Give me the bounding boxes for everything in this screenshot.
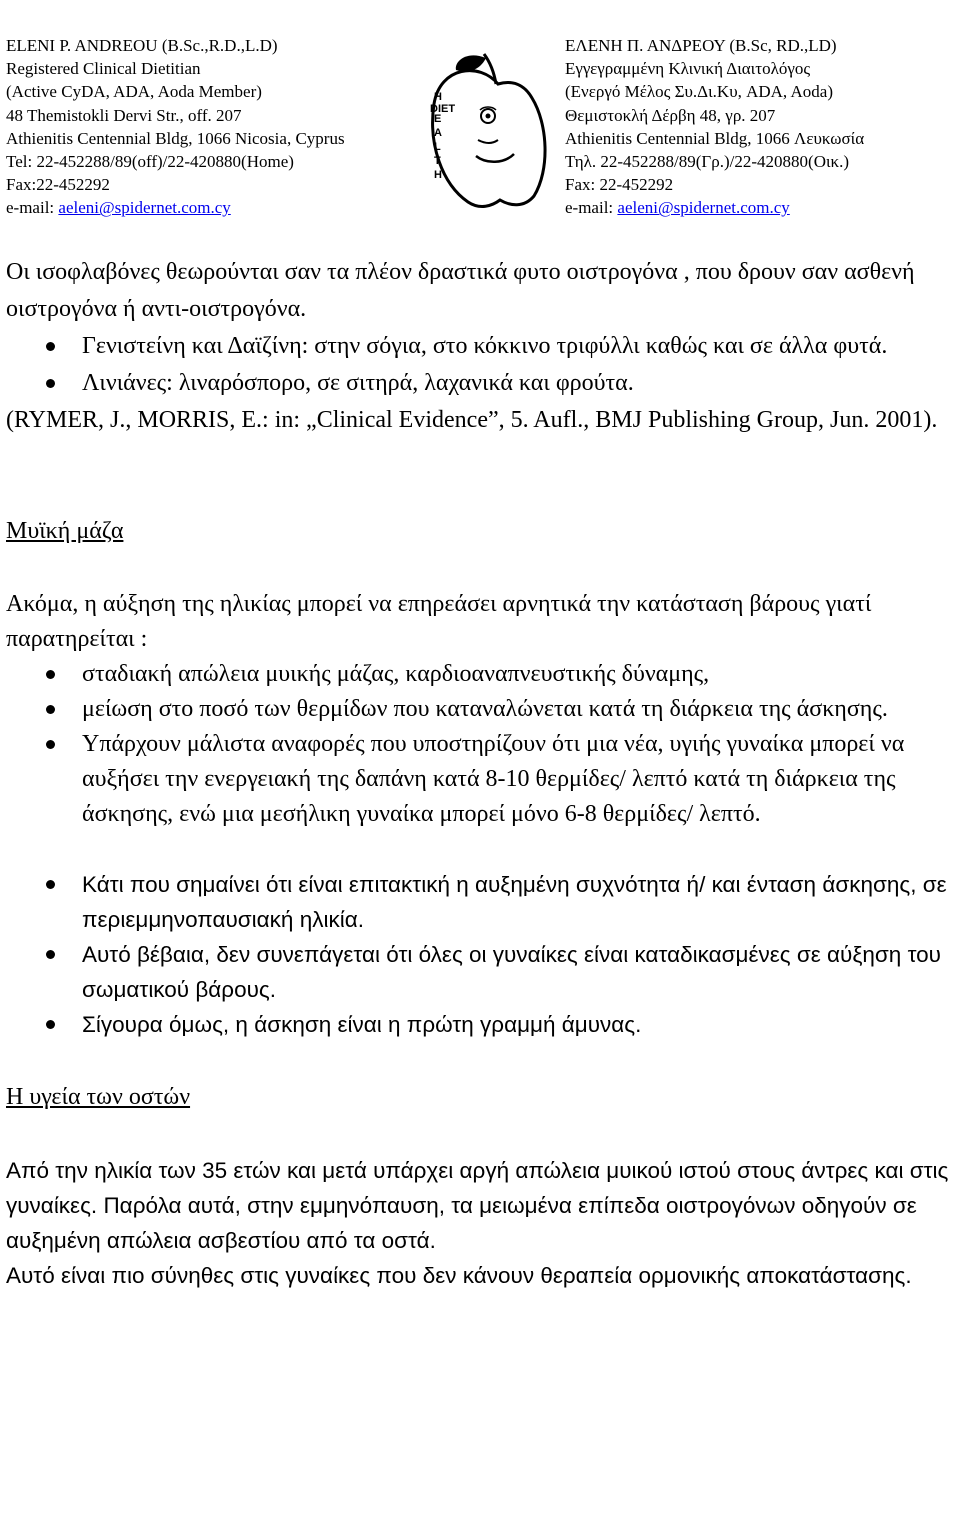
header-right-line: Εγγεγραμμένη Κλινική Διαιτολόγος [565,59,811,79]
isoflavones-intro: Οι ισοφλαβόνες θεωρούνται σαν τα πλέον δραστικά φυτο οιστρογόνα , που δρουν σαν ασθενή οιστρογόνα ή αντι-οιστρογόνα. [6,259,915,322]
section-heading-bones: Η υγεία των οστών [6,1084,191,1110]
list-item: Κάτι που σημαίνει ότι είναι επιτακτική η αυξημένη συχνότητα ή/ και ένταση άσκησης, σε περιεμμηνοπαυσιακή ηλικία. [6,867,956,937]
header-left-line: Fax:22-452292 [6,175,110,195]
list-item: Υπάρχουν μάλιστα αναφορές που υποστηρίζουν ότι μια νέα, υγιής γυναίκα μπορεί να αυξήσει την ενεργειακή της δαπάνη κατά 8-10 θερμίδες/ λεπτό κατά τη διάρκεια της άσκησης, ενώ μια μεσήλικη γυναίκα μπορεί μόνο 6-8 θερμίδες/ λεπτό. [6,727,956,832]
header-right-line: Fax: 22-452292 [565,175,674,195]
logo-letter: T [434,155,441,167]
email-link[interactable]: aeleni@spidernet.com.cy [58,198,231,218]
muscle-intro: Ακόμα, η αύξηση της ηλικίας μπορεί να επηρεάσει αρνητικά την κατάσταση βάρους γιατί παρατηρείται : [6,591,872,652]
exercise-list [6,867,956,1042]
header-right-line: Θεμιστοκλή Δέρβη 48, γρ. 207 [565,105,776,125]
logo-letter: L [434,141,441,153]
header-left-line: 48 Themistokli Dervi Str., off. 207 [6,105,242,125]
header-right-line: Athienitis Centennial Bldg, 1066 Λευκωσία [565,128,865,148]
apple-logo [420,44,550,214]
logo-word: DIET [430,103,456,115]
header-left-line: ELENI P. ANDREOU (B.Sc.,R.D.,L.D) [6,36,278,55]
list-item: Λινιάνες: λιναρόσπορο, σε σιτηρά, λαχανικά και φρούτα. [6,365,956,402]
header-right-line: Τηλ. 22-452288/89(Γρ.)/22-420880(Οικ.) [565,152,850,172]
bones-paragraph: Αυτό είναι πιο σύνηθες στις γυναίκες που δεν κάνουν θεραπεία ορμονικής αποκατάστασης. [6,1263,912,1288]
isoflavones-list [6,328,956,402]
muscle-list [6,657,956,832]
document-body [6,254,956,1293]
bones-paragraph: Από την ηλικία των 35 ετών και μετά υπάρχει αργή απώλεια μυικού ιστού στους άντρες και στις γυναίκες. Παρόλα αυτά, στην εμμηνόπαυση, τα μειωμένα επίπεδα οιστρογόνων οδηγούν σε αυξημένη απώλεια ασβεστίου από τα οστά. [6,1158,949,1253]
header-left [6,34,426,220]
email-label: e-mail: [565,198,618,218]
logo-letter: H [434,91,442,103]
header-right [565,34,955,220]
header-left-line: (Active CyDA, ADA, Aoda Member) [6,82,262,102]
header-left-email-line [6,196,426,219]
logo-letter: H [434,169,442,181]
logo-letter: A [434,127,442,139]
list-item: Γενιστείνη και Δαϊζίνη: στην σόγια, στο κόκκινο τριφύλλι καθώς και σε άλλα φυτά. [6,328,956,365]
list-item: Σίγουρα όμως, η άσκηση είναι η πρώτη γραμμή άμυνας. [6,1007,956,1042]
email-label: e-mail: [6,198,59,218]
list-item: Αυτό βέβαια, δεν συνεπάγεται ότι όλες οι γυναίκες είναι καταδικασμένες σε αύξηση του σωματικού βάρους. [6,937,956,1007]
list-item: μείωση στο ποσό των θερμίδων που καταναλώνεται κατά τη διάρκεια της άσκησης. [6,692,956,727]
list-item: σταδιακή απώλεια μυικής μάζας, καρδιοαναπνευστικής δύναμης, [6,657,956,692]
header-right-line: (Ενεργό Μέλος Συ.Δι.Κυ, ADA, Aoda) [565,82,833,102]
section-heading-muscle: Μυϊκή μάζα [6,518,124,544]
header-left-line: Tel: 22-452288/89(off)/22-420880(Home) [6,152,294,172]
logo-letter: E [434,113,442,125]
header-left-line: Athienitis Centennial Bldg, 1066 Nicosia, Cyprus [6,128,345,148]
citation: (RYMER, J., MORRIS, E.: in: „Clinical Evidence”, 5. Aufl., BMJ Publishing Group, Jun. 2001). [6,407,938,433]
header-right-email-line [565,196,955,219]
email-link[interactable]: aeleni@spidernet.com.cy [617,198,790,218]
header-right-line: ΕΛΕΝΗ Π. ΑΝΔΡΕΟΥ (B.Sc, RD.,LD) [565,36,837,55]
header-left-line: Registered Clinical Dietitian [6,59,201,79]
